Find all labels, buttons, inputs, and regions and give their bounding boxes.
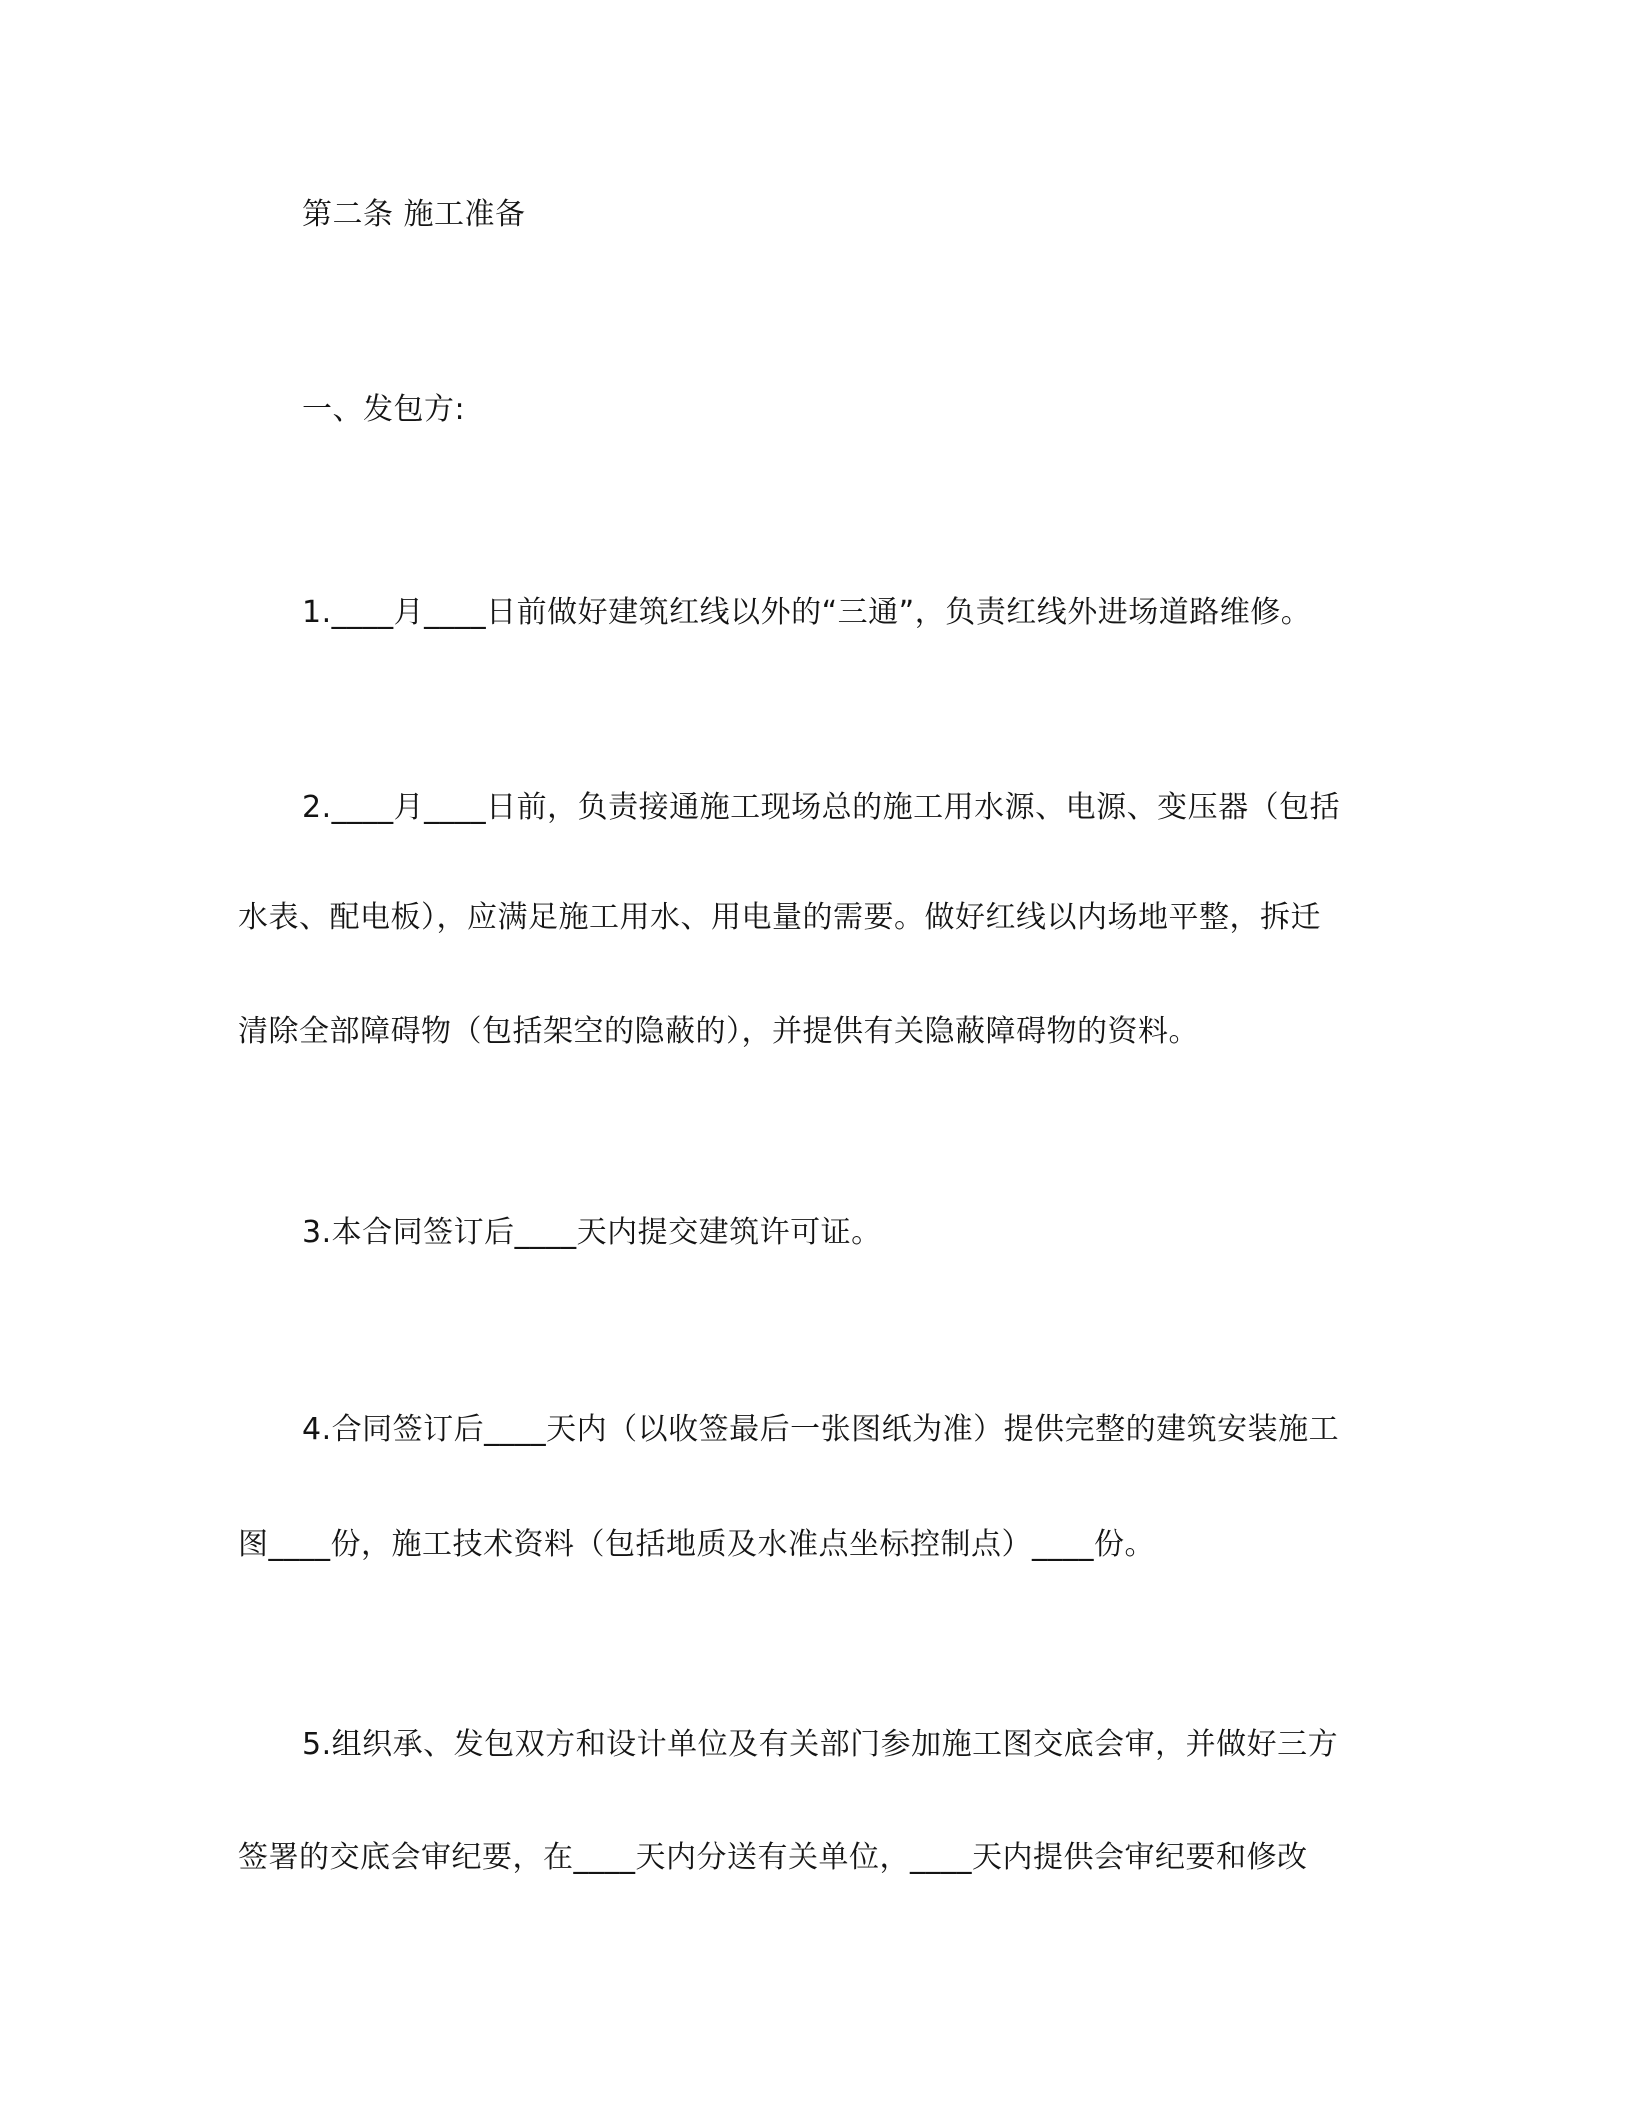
- item-4-line-2: 图____份，施工技术资料（包括地质及水准点坐标控制点）____份。: [238, 1527, 1155, 1562]
- item-2-line-2: 水表、配电板），应满足施工用水、用电量的需要。做好红线以内场地平整，拆迁: [238, 900, 1321, 935]
- item-3-line-1: 3.本合同签订后____天内提交建筑许可证。: [302, 1215, 882, 1250]
- item-4-line-1: 4.合同签订后____天内（以收签最后一张图纸为准）提供完整的建筑安装施工: [302, 1412, 1340, 1447]
- item-2-line-3: 清除全部障碍物（包括架空的隐蔽的），并提供有关隐蔽障碍物的资料。: [238, 1014, 1199, 1049]
- item-5-line-2: 签署的交底会审纪要，在____天内分送有关单位，____天内提供会审纪要和修改: [238, 1840, 1308, 1875]
- item-5-line-1: 5.组织承、发包双方和设计单位及有关部门参加施工图交底会审，并做好三方: [302, 1727, 1339, 1762]
- article-title: 第二条 施工准备: [302, 197, 526, 232]
- section-heading: 一、发包方:: [302, 392, 466, 427]
- item-1-line-1: 1.____月____日前做好建筑红线以外的“三通”，负责红线外进场道路维修。: [302, 595, 1312, 630]
- item-2-line-1: 2.____月____日前，负责接通施工现场总的施工用水源、电源、变压器（包括: [302, 790, 1341, 825]
